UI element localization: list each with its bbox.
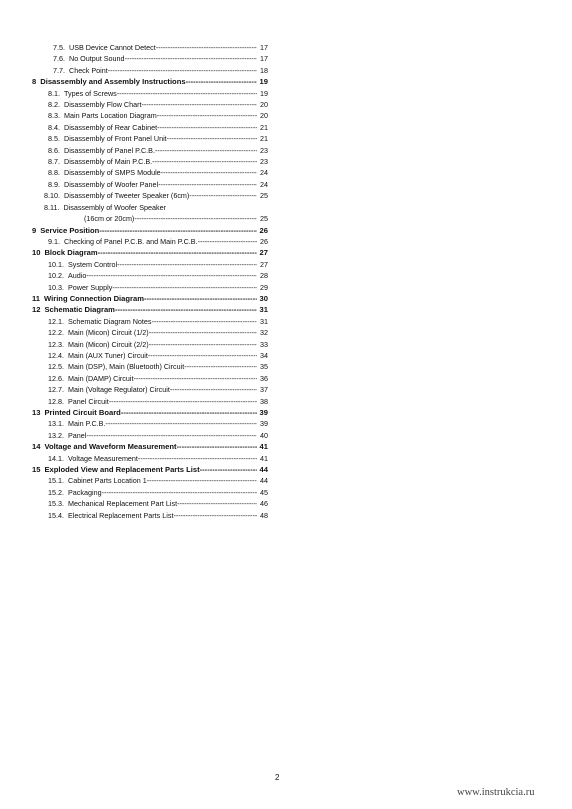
toc-entry-page: 27 (260, 259, 268, 269)
toc-entry-number: 10.2. (48, 271, 64, 281)
toc-entry-page: 31 (260, 316, 268, 326)
toc-entry-page: 37 (260, 385, 268, 395)
toc-entry-title: Main (Voltage Regulator) Circuit (68, 385, 170, 395)
toc-entry-number: 9.1. (48, 236, 60, 246)
toc-entry-title: Disassembly of Main P.C.B. (64, 157, 153, 167)
toc-entry-page: 17 (260, 54, 268, 64)
toc-entry-page: 23 (260, 157, 268, 167)
toc-entry[interactable] (32, 133, 268, 144)
toc-leader-dashes (117, 259, 257, 270)
toc-entry-number: 7.5. (53, 43, 65, 52)
toc-entry-number: 8.6. (48, 145, 60, 155)
toc-leader-dashes (86, 430, 257, 441)
toc-entry[interactable] (32, 361, 268, 372)
toc-entry-number: 12.1. (48, 316, 64, 326)
toc-leader-dashes (115, 304, 257, 315)
toc-entry-title: Main P.C.B. (68, 419, 106, 429)
toc-entry-number: 12.4. (48, 350, 64, 360)
toc-entry[interactable] (32, 487, 268, 498)
toc-entry-number: 12.7. (48, 385, 64, 395)
toc-leader-dashes (152, 156, 257, 167)
toc-entry-page: 20 (260, 111, 268, 121)
toc-entry[interactable] (32, 396, 268, 407)
toc-entry-page: 36 (260, 373, 268, 383)
toc-entry-number: 13 (32, 408, 41, 417)
toc-entry[interactable] (32, 441, 268, 452)
toc-entry-page: 21 (260, 122, 268, 132)
toc-entry-title: Schematic Diagram (44, 305, 115, 315)
toc-entry-page: 26 (260, 236, 268, 246)
toc-entry-title: Printed Circuit Board (44, 408, 121, 417)
toc-entry-title: USB Device Cannot Detect (69, 43, 156, 52)
toc-entry-number: 12.5. (48, 362, 64, 372)
toc-entry[interactable] (32, 42, 268, 53)
toc-entry[interactable] (32, 99, 268, 110)
toc-entry-number: 8.5. (48, 134, 60, 144)
toc-entry-page: 24 (260, 168, 268, 178)
toc-entry-title: Disassembly of Tweeter Speaker (6cm) (64, 191, 190, 201)
toc-entry-number: 8.8. (48, 168, 60, 178)
toc-entry-page: 25 (260, 214, 268, 224)
toc-entry-page: 46 (260, 499, 268, 509)
toc-entry-number: 12.8. (48, 396, 64, 406)
toc-entry-number: 8.3. (48, 111, 60, 121)
toc-entry[interactable] (32, 293, 268, 304)
toc-entry[interactable] (32, 339, 268, 350)
toc-entry[interactable] (32, 418, 268, 429)
toc-entry-number: 15.2. (48, 487, 64, 497)
toc-entry[interactable] (32, 53, 268, 64)
toc-entry[interactable] (32, 202, 268, 213)
toc-entry-title: Voltage and Waveform Measurement (44, 442, 177, 452)
toc-entry-number: 14.1. (48, 453, 64, 463)
toc-entry-number: 12.2. (48, 328, 64, 338)
toc-entry-title: Disassembly of Panel P.C.B. (64, 145, 155, 155)
toc-entry[interactable] (32, 65, 268, 76)
toc-entry-page: 38 (260, 396, 268, 406)
toc-entry-page: 27 (259, 248, 268, 258)
toc-entry-title: Cabinet Parts Location 1 (68, 476, 147, 486)
toc-entry-title: Disassembly Flow Chart (64, 100, 142, 110)
toc-leader-dashes (177, 498, 257, 509)
toc-leader-dashes (117, 88, 257, 99)
toc-entry-page: 19 (259, 77, 268, 87)
toc-leader-dashes (161, 167, 257, 178)
toc-entry[interactable] (32, 167, 268, 178)
toc-entry[interactable] (32, 122, 268, 133)
toc-entry-title: Disassembly and Assembly Instructions (40, 77, 186, 87)
toc-entry-title: Checking of Panel P.C.B. and Main P.C.B. (64, 236, 198, 246)
toc-entry-title: Main (DSP), Main (Bluetooth) Circuit (68, 362, 185, 372)
toc-entry-number: 13.2. (48, 430, 64, 440)
toc-entry-page: 33 (260, 339, 268, 349)
toc-entry[interactable] (32, 110, 268, 121)
toc-entry-number: 10.3. (48, 282, 64, 292)
toc-leader-dashes (108, 65, 257, 76)
toc-entry[interactable] (32, 453, 268, 464)
toc-entry-number: 7.6. (53, 54, 65, 64)
toc-leader-dashes (102, 487, 257, 498)
toc-entry-page: 32 (260, 328, 268, 338)
toc-entry-number: 8.1. (48, 88, 60, 98)
toc-entry-page: 39 (260, 419, 268, 429)
toc-entry-title: Main (Micon) Circuit (2/2) (68, 339, 149, 349)
toc-entry-number: 15.3. (48, 499, 64, 509)
toc-entry-number: 11 (32, 293, 41, 303)
toc-entry-page: 31 (259, 305, 268, 315)
toc-entry-title: Packaging (68, 487, 102, 497)
toc-leader-dashes (147, 475, 257, 486)
toc-entry-title: Main (DAMP) Circuit (68, 373, 134, 383)
toc-entry-title: Power Supply (68, 282, 113, 292)
toc-entry-page: 30 (259, 293, 268, 303)
toc-entry-title: Audio (68, 271, 87, 281)
toc-entry-page: 35 (260, 362, 268, 372)
toc-entry[interactable] (32, 384, 268, 395)
toc-leader-dashes (167, 133, 257, 144)
toc-entry[interactable] (32, 88, 268, 99)
toc-entry-title: System Control (68, 259, 118, 269)
toc-entry-page: 41 (259, 442, 268, 452)
toc-entry-title: Main (AUX Tuner) Circuit (68, 350, 148, 360)
toc-entry-number: 9 (32, 225, 37, 235)
toc-entry-title: Panel (68, 430, 87, 440)
toc-entry-page: 44 (259, 465, 268, 475)
toc-entry[interactable] (32, 407, 268, 418)
toc-leader-dashes (109, 396, 257, 407)
toc-entry-page: 29 (260, 282, 268, 292)
toc-entry-page: 23 (260, 145, 268, 155)
toc-entry-page: 34 (260, 350, 268, 360)
toc-entry-page: 26 (259, 225, 268, 235)
toc-entry-title: Schematic Diagram Notes (68, 316, 152, 326)
toc-leader-dashes (157, 110, 257, 121)
toc-entry-number: 7.7. (53, 65, 65, 75)
toc-entry-page: 24 (260, 179, 268, 189)
table-of-contents (32, 42, 268, 521)
toc-entry-title: Types of Screws (64, 88, 117, 98)
toc-entry-title: Disassembly of Rear Cabinet (64, 122, 158, 132)
toc-entry-title: Block Diagram (44, 248, 98, 258)
toc-entry[interactable] (32, 179, 268, 190)
toc-leader-dashes (105, 418, 257, 429)
toc-entry[interactable] (32, 236, 268, 247)
toc-entry-number: 10.1. (48, 259, 64, 269)
toc-entry-number: 8.7. (48, 157, 60, 167)
toc-entry[interactable] (32, 316, 268, 327)
toc-leader-dashes (155, 145, 257, 156)
toc-leader-dashes (184, 361, 257, 372)
toc-entry-page: 18 (260, 65, 268, 75)
toc-entry-page: 45 (260, 487, 268, 497)
toc-leader-dashes (158, 179, 257, 190)
toc-entry[interactable] (32, 304, 268, 315)
toc-entry[interactable] (32, 475, 268, 486)
toc-leader-dashes (170, 384, 257, 395)
toc-entry-number: 8.9. (48, 179, 60, 189)
toc-leader-dashes (173, 510, 257, 521)
toc-leader-dashes (86, 270, 257, 281)
toc-leader-dashes (112, 282, 257, 293)
toc-entry-title: Voltage Measurement (68, 453, 138, 463)
toc-leader-dashes (144, 293, 257, 304)
toc-entry-title: Wiring Connection Diagram (44, 293, 144, 303)
toc-entry-page: 41 (260, 453, 268, 463)
toc-leader-dashes (189, 190, 257, 201)
toc-entry-number: 15.1. (48, 476, 64, 486)
toc-entry-title-continued: (16cm or 20cm) (84, 214, 135, 224)
toc-entry-page: 44 (260, 476, 268, 486)
toc-entry[interactable] (32, 259, 268, 270)
toc-leader-dashes (138, 453, 257, 464)
toc-leader-dashes (177, 441, 257, 452)
toc-leader-dashes (148, 350, 257, 361)
watermark: www.instrukcia.ru (457, 787, 535, 798)
toc-entry-page: 19 (260, 88, 268, 98)
toc-entry-title: Main Parts Location Diagram (64, 111, 157, 121)
toc-leader-dashes (125, 53, 257, 64)
toc-entry-page: 48 (260, 510, 268, 520)
toc-leader-dashes (121, 407, 257, 418)
toc-entry-title: Disassembly of Woofer Panel (64, 179, 159, 189)
toc-entry-page: 21 (260, 134, 268, 144)
toc-entry[interactable] (32, 247, 268, 258)
toc-entry-continuation (32, 213, 268, 224)
toc-entry-page: 25 (260, 191, 268, 201)
toc-leader-dashes (134, 373, 258, 384)
toc-entry-number: 13.1. (48, 419, 64, 429)
toc-entry[interactable] (32, 282, 268, 293)
toc-entry-number: 8.10. (44, 191, 60, 201)
toc-entry-title: Disassembly of Front Panel Unit (64, 134, 167, 144)
toc-entry-page: 28 (260, 271, 268, 281)
toc-entry[interactable] (32, 373, 268, 384)
toc-entry[interactable] (32, 270, 268, 281)
toc-entry-title: No Output Sound (69, 54, 125, 64)
toc-entry-number: 8.4. (48, 122, 60, 132)
toc-leader-dashes (149, 327, 257, 338)
toc-entry-number: 8.11. (44, 202, 60, 212)
toc-entry-title: Panel Circuit (68, 396, 109, 406)
toc-leader-dashes (200, 464, 257, 475)
toc-entry[interactable] (32, 430, 268, 441)
toc-entry-title: Electrical Replacement Parts List (68, 510, 174, 520)
toc-entry[interactable] (32, 327, 268, 338)
toc-leader-dashes (149, 339, 257, 350)
toc-entry[interactable] (32, 350, 268, 361)
toc-leader-dashes (134, 213, 257, 224)
page-number: 2 (275, 773, 280, 782)
toc-entry[interactable] (32, 190, 268, 201)
toc-entry-page: 39 (259, 408, 268, 417)
toc-entry-title: Main (Micon) Circuit (1/2) (68, 328, 149, 338)
toc-entry[interactable] (32, 498, 268, 509)
toc-entry[interactable] (32, 464, 268, 475)
toc-leader-dashes (186, 76, 257, 87)
toc-leader-dashes (156, 42, 257, 53)
toc-entry-title: Disassembly of Woofer Speaker (63, 202, 166, 212)
toc-leader-dashes (98, 247, 257, 258)
toc-entry-page: 40 (260, 430, 268, 440)
toc-entry-number: 10 (32, 248, 41, 258)
toc-entry-title: Disassembly of SMPS Module (64, 168, 161, 178)
toc-entry-number: 8 (32, 77, 37, 87)
toc-leader-dashes (198, 236, 257, 247)
toc-entry[interactable] (32, 510, 268, 521)
toc-entry-title: Check Point (69, 65, 108, 75)
toc-entry[interactable] (32, 76, 268, 87)
toc-entry-number: 12.6. (48, 373, 64, 383)
toc-entry-page: 17 (260, 43, 268, 52)
toc-entry-title: Exploded View and Replacement Parts List (44, 465, 200, 475)
toc-entry-page: 20 (260, 100, 268, 110)
toc-entry-number: 12 (32, 305, 41, 315)
toc-leader-dashes (99, 225, 256, 236)
toc-entry-title: Mechanical Replacement Part List (68, 499, 178, 509)
toc-entry[interactable] (32, 225, 268, 236)
toc-entry-title: Service Position (40, 225, 100, 235)
toc-entry-number: 14 (32, 442, 41, 452)
toc-leader-dashes (152, 316, 258, 327)
toc-leader-dashes (141, 99, 257, 110)
toc-entry-number: 15 (32, 465, 41, 475)
toc-entry-number: 8.2. (48, 100, 60, 110)
toc-leader-dashes (157, 122, 257, 133)
toc-entry-number: 12.3. (48, 339, 64, 349)
toc-entry[interactable] (32, 145, 268, 156)
toc-entry[interactable] (32, 156, 268, 167)
toc-entry-number: 15.4. (48, 510, 64, 520)
